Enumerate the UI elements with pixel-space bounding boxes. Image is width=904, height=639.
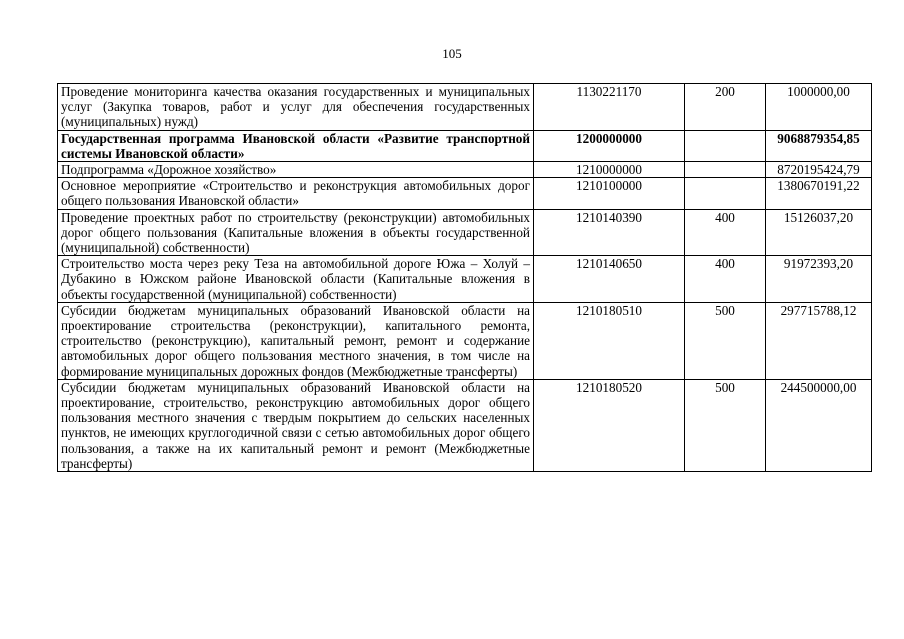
table-row — [58, 209, 872, 256]
amount-cell: 297715788,12 — [766, 302, 872, 379]
target-code-cell: 1210140390 — [534, 209, 685, 256]
target-code-cell: 1210180520 — [534, 379, 685, 471]
target-code-cell: 1130221170 — [534, 84, 685, 131]
budget-table-body — [58, 84, 872, 472]
amount-cell: 9068879354,85 — [766, 130, 872, 161]
page-number: 105 — [442, 46, 462, 61]
amount-cell: 15126037,20 — [766, 209, 872, 256]
program-name-cell: Проведение мониторинга качества оказания государственных и муниципальных услуг (Закупка товаров, работ и услуг для обеспечения государственных (муниципальных) нужд) — [58, 84, 534, 131]
program-name-cell: Основное мероприятие «Строительство и реконструкция автомобильных дорог общего пользования Ивановской области» — [58, 178, 534, 209]
amount-cell: 1000000,00 — [766, 84, 872, 131]
amount-cell: 1380670191,22 — [766, 178, 872, 209]
table-row — [58, 379, 872, 471]
target-code-cell: 1210000000 — [534, 162, 685, 178]
expense-type-cell: 400 — [685, 209, 766, 256]
expense-type-cell — [685, 178, 766, 209]
table-row — [58, 84, 872, 131]
program-name-cell: Строительство моста через реку Теза на автомобильной дороге Южа – Холуй – Дубакино в Южском районе Ивановской области (Капитальные вложения в объекты государственной (муниципальной) собственности) — [58, 256, 534, 303]
program-name-cell: Подпрограмма «Дорожное хозяйство» — [58, 162, 534, 178]
target-code-cell: 1210180510 — [534, 302, 685, 379]
table-row — [58, 256, 872, 303]
expense-type-cell: 500 — [685, 302, 766, 379]
amount-cell: 91972393,20 — [766, 256, 872, 303]
table-row — [58, 178, 872, 209]
table-row — [58, 162, 872, 178]
expense-type-cell: 500 — [685, 379, 766, 471]
table-row — [58, 130, 872, 161]
expense-type-cell: 400 — [685, 256, 766, 303]
program-name-cell: Проведение проектных работ по строительству (реконструкции) автомобильных дорог общего пользования (Капитальные вложения в объекты государственной (муниципальной) собственности) — [58, 209, 534, 256]
amount-cell: 244500000,00 — [766, 379, 872, 471]
target-code-cell: 1210100000 — [534, 178, 685, 209]
expense-type-cell: 200 — [685, 84, 766, 131]
target-code-cell: 1200000000 — [534, 130, 685, 161]
amount-cell: 8720195424,79 — [766, 162, 872, 178]
program-name-cell: Субсидии бюджетам муниципальных образований Ивановской области на проектирование строительства (реконструкции), капитального ремонта, строительство (реконструкцию), капитальный ремонт, ремонт и содержание автомобильных дорог общего пользования местного значения, в том числе на формирование муниципальных дорожных фондов (Межбюджетные трансферты) — [58, 302, 534, 379]
target-code-cell: 1210140650 — [534, 256, 685, 303]
expense-type-cell — [685, 130, 766, 161]
program-name-cell: Государственная программа Ивановской области «Развитие транспортной системы Ивановской области» — [58, 130, 534, 161]
expense-type-cell — [685, 162, 766, 178]
program-name-cell: Субсидии бюджетам муниципальных образований Ивановской области на проектирование, строительство, реконструкцию автомобильных дорог общего пользования местного значения с твердым покрытием до сельских населенных пунктов, не имеющих круглогодичной связи с сетью автомобильных дорог общего пользования, а также на их капитальный ремонт и ремонт (Межбюджетные трансферты) — [58, 379, 534, 471]
table-row — [58, 302, 872, 379]
budget-table — [57, 83, 872, 472]
